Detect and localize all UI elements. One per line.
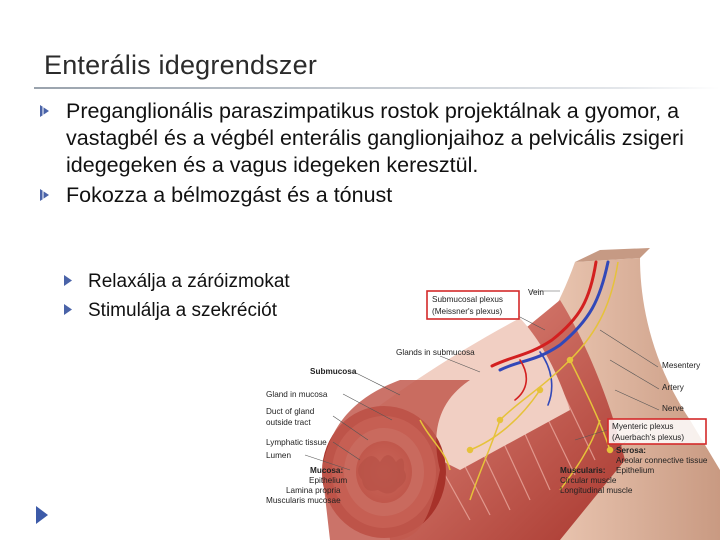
intestine-wall-illustration — [262, 248, 720, 540]
sub-bullet-list — [64, 267, 290, 325]
label-vein: Vein — [528, 288, 544, 297]
label-areolar-connective-tissue: Areolar connective tissue — [616, 456, 708, 465]
label-myenteric-plexus: Myenteric plexus — [612, 422, 674, 431]
sub-bullet-text: Relaxálja a záróizmokat — [88, 271, 290, 292]
bullet-list — [40, 98, 700, 212]
label-mesentery: Mesentery — [662, 361, 701, 370]
sub-bullet-icon — [64, 304, 74, 315]
label-mucosa-title: Mucosa: — [310, 466, 344, 475]
label-gland-in-mucosa: Gland in mucosa — [266, 390, 328, 399]
sub-bullet-text: Stimulálja a szekréciót — [88, 300, 278, 321]
sub-bullet-icon — [64, 275, 74, 286]
bullet-item — [40, 182, 700, 209]
label-duct-of-gland: Duct of gland — [266, 407, 315, 416]
title-divider — [34, 87, 720, 89]
label-nerve: Nerve — [662, 404, 684, 413]
label-epithelium-mucosa: Epithelium — [309, 476, 348, 485]
label-glands-in-submucosa: Glands in submucosa — [396, 348, 475, 357]
label-muscularis-title: Muscularis: — [560, 466, 606, 475]
sub-bullet-item — [64, 267, 290, 296]
label-submucosal-plexus: Submucosal plexus — [432, 295, 503, 304]
bullet-text: Fokozza a bélmozgást és a tónust — [66, 183, 393, 207]
label-auerbachs-plexus: (Auerbach's plexus) — [612, 433, 685, 442]
label-muscularis-mucosae: Muscularis mucosae — [266, 496, 341, 505]
slide-title: Enterális idegrendszer — [44, 50, 318, 80]
sub-bullet-item — [64, 296, 290, 325]
label-longitudinal-muscle: Longitudinal muscle — [560, 486, 633, 495]
next-slide-arrow-icon[interactable] — [36, 506, 50, 524]
label-lamina-propria: Lamina propria — [286, 486, 341, 495]
label-lumen: Lumen — [266, 451, 292, 460]
label-circular-muscle: Circular muscle — [560, 476, 617, 485]
label-epithelium-serosa: Epithelium — [616, 466, 655, 475]
label-outside-tract: outside tract — [266, 418, 311, 427]
label-serosa-title: Serosa: — [616, 446, 647, 455]
label-submucosa: Submucosa — [310, 367, 357, 376]
bullet-item — [40, 98, 700, 179]
bullet-icon — [40, 105, 51, 117]
bullet-icon — [40, 189, 51, 201]
label-lymphatic-tissue: Lymphatic tissue — [266, 438, 327, 447]
label-artery: Artery — [662, 383, 684, 392]
label-meissners-plexus: (Meissner's plexus) — [432, 307, 503, 316]
bullet-text: Preganglionális paraszimpatikus rostok projektálnak a gyomor, a vastagbél és a végbél enterális ganglionjaihoz a pelvicális zsigeri idegegeken és a vagus idegeken keresztül. — [66, 99, 684, 177]
